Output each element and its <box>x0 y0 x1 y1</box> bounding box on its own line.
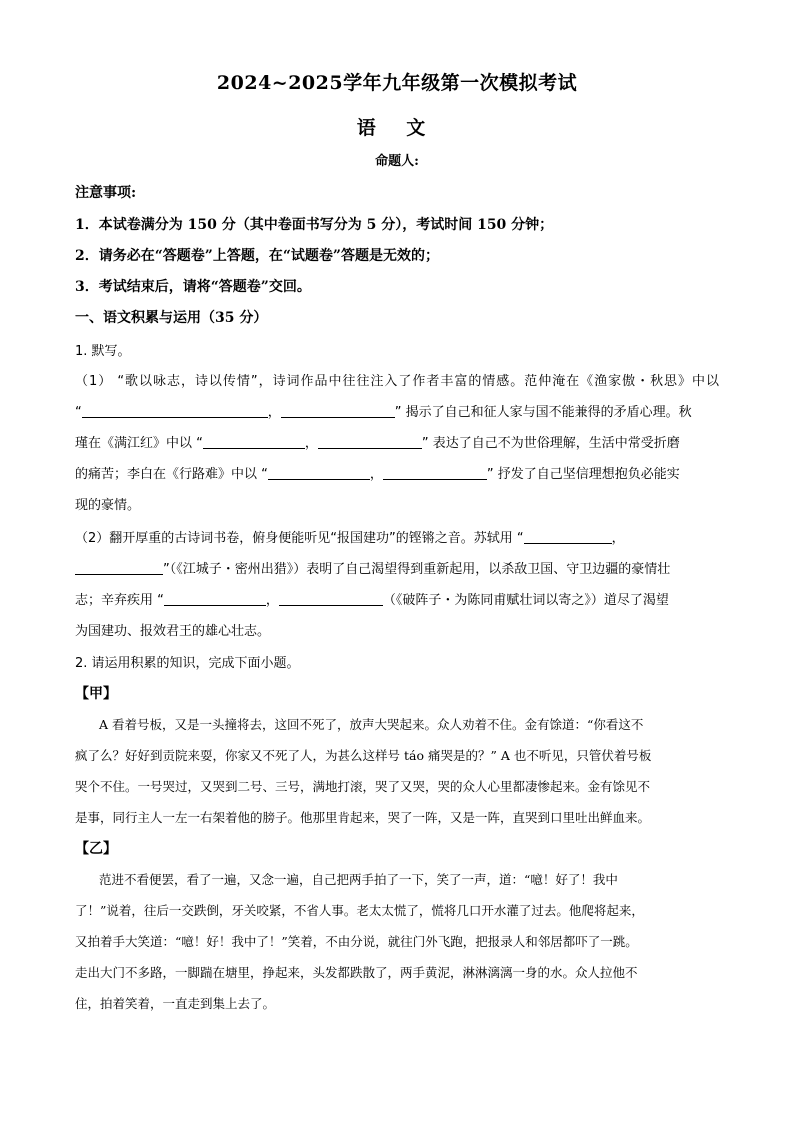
answer-blank[interactable] <box>268 465 370 480</box>
passage-jia-line: A 看着号板，又是一头撞将去，这回不死了，放声大哭起来。众人劝着不住。金有馀道：“你看这不 <box>99 717 644 732</box>
q1-2-line <box>75 589 719 608</box>
exam-title: 2024~2025学年九年级第一次模拟考试 <box>216 72 578 94</box>
q1-1-text: 现的豪情。 <box>75 498 141 513</box>
comma: ， <box>611 531 625 546</box>
answer-blank[interactable] <box>318 434 422 449</box>
q1-1-text: （1） “歌以咏志，诗以传情”，诗词作品中往往注入了作者丰富的情感。范仲淹在《渔家傲・秋思》中以 <box>75 374 719 389</box>
comma: ， <box>267 405 281 420</box>
quote-open: “ <box>75 405 82 420</box>
comma: ， <box>369 467 383 482</box>
q1-1-line <box>75 370 719 389</box>
q1-2-text: 志；辛弃疾用 “ <box>75 593 164 608</box>
passage-yi-line: 又拍着手大笑道：“噫！好！我中了！”笑着，不由分说，就往门外飞跑，把报录人和邻居都吓了一跳。 <box>75 934 638 949</box>
passage-jia-line: 哭个不住。一号哭过，又哭到二号、三号，满地打滚，哭了又哭，哭的众人心里都凄惨起来。金有馀见不 <box>75 779 651 794</box>
notice-heading: 注意事项: <box>75 185 137 201</box>
author-label: 命题人: <box>375 154 419 169</box>
answer-blank[interactable] <box>281 403 395 418</box>
passage-yi-label: 【乙】 <box>75 841 117 857</box>
answer-blank[interactable] <box>75 560 163 575</box>
passage-yi-line: 住，拍着笑着，一直走到集上去了。 <box>75 996 276 1011</box>
question-1-label: 1. 默写。 <box>75 344 131 359</box>
notice-item: 2．请务必在“答题卷”上答题，在“试题卷”答题是无效的； <box>75 248 439 264</box>
answer-blank[interactable] <box>524 529 612 544</box>
q1-1-text: 的痛苦；李白在《行路难》中以 “ <box>75 467 268 482</box>
answer-blank[interactable] <box>203 434 305 449</box>
notice-item: 1．本试卷满分为 150 分（其中卷面书写分为 5 分），考试时间 150 分钟； <box>75 217 554 233</box>
passage-yi-line: 走出大门不多路，一脚踹在塘里，挣起来，头发都跌散了，两手黄泥，淋淋漓漓一身的水。众人拉他不 <box>75 965 638 980</box>
passage-yi-line: 了！”说着，往后一交跌倒，牙关咬紧，不省人事。老太太慌了，慌将几口开水灌了过去。他爬将起来， <box>75 903 644 918</box>
section-heading: 一、语文积累与运用（35 分） <box>75 310 268 326</box>
q1-1-text: ” 表达了自己不为世俗理解，生活中常受折磨 <box>421 436 680 451</box>
q1-1-line <box>75 432 719 451</box>
q1-1-text: 瑾在《满江红》中以 “ <box>75 436 203 451</box>
passage-jia-line: 疯了么？好好到贡院来耍，你家又不死了人，为甚么这样号 táo 痛哭是的？” A 也不听见，只管伏着号板 <box>75 748 652 763</box>
q1-1-text: ” 揭示了自己和征人家与国不能兼得的矛盾心理。秋 <box>394 405 692 420</box>
q1-2-text: 为国建功、报效君王的雄心壮志。 <box>75 624 271 639</box>
q1-2-text: ”（《江城子・密州出猎》）表明了自己渴望得到重新起用，以杀敌卫国、守卫边疆的豪情壮 <box>163 562 671 577</box>
passage-jia-label: 【甲】 <box>75 686 117 702</box>
comma: ， <box>304 436 318 451</box>
q1-1-line <box>75 463 719 482</box>
question-2-label: 2. 请运用积累的知识，完成下面小题。 <box>75 656 300 671</box>
answer-blank[interactable] <box>383 465 487 480</box>
comma: ， <box>265 593 279 608</box>
answer-blank[interactable] <box>279 591 383 606</box>
q1-2-line <box>75 558 719 577</box>
q1-2-line <box>75 527 719 546</box>
q1-1-line <box>75 401 719 420</box>
notice-item: 3．考试结束后，请将“答题卷”交回。 <box>75 279 311 295</box>
passage-jia-line: 是事，同行主人一左一右架着他的膀子。他那里肯起来，哭了一阵，又是一阵，直哭到口里吐出鲜血来。 <box>75 810 651 825</box>
passage-yi-line: 范进不看便罢，看了一遍，又念一遍，自己把两手拍了一下，笑了一声，道：“噫！好了！我中 <box>99 872 618 887</box>
q1-2-text: （《破阵子・为陈同甫赋壮词以寄之》）道尽了渴望 <box>382 593 669 608</box>
subject-title: 语 文 <box>356 117 438 139</box>
answer-blank[interactable] <box>164 591 266 606</box>
answer-blank[interactable] <box>82 403 268 418</box>
q1-2-text: （2）翻开厚重的古诗词书卷，俯身便能听见“报国建功”的铿锵之音。苏轼用 “ <box>75 531 524 546</box>
q1-1-text: ” 抒发了自己坚信理想抱负必能实 <box>486 467 680 482</box>
